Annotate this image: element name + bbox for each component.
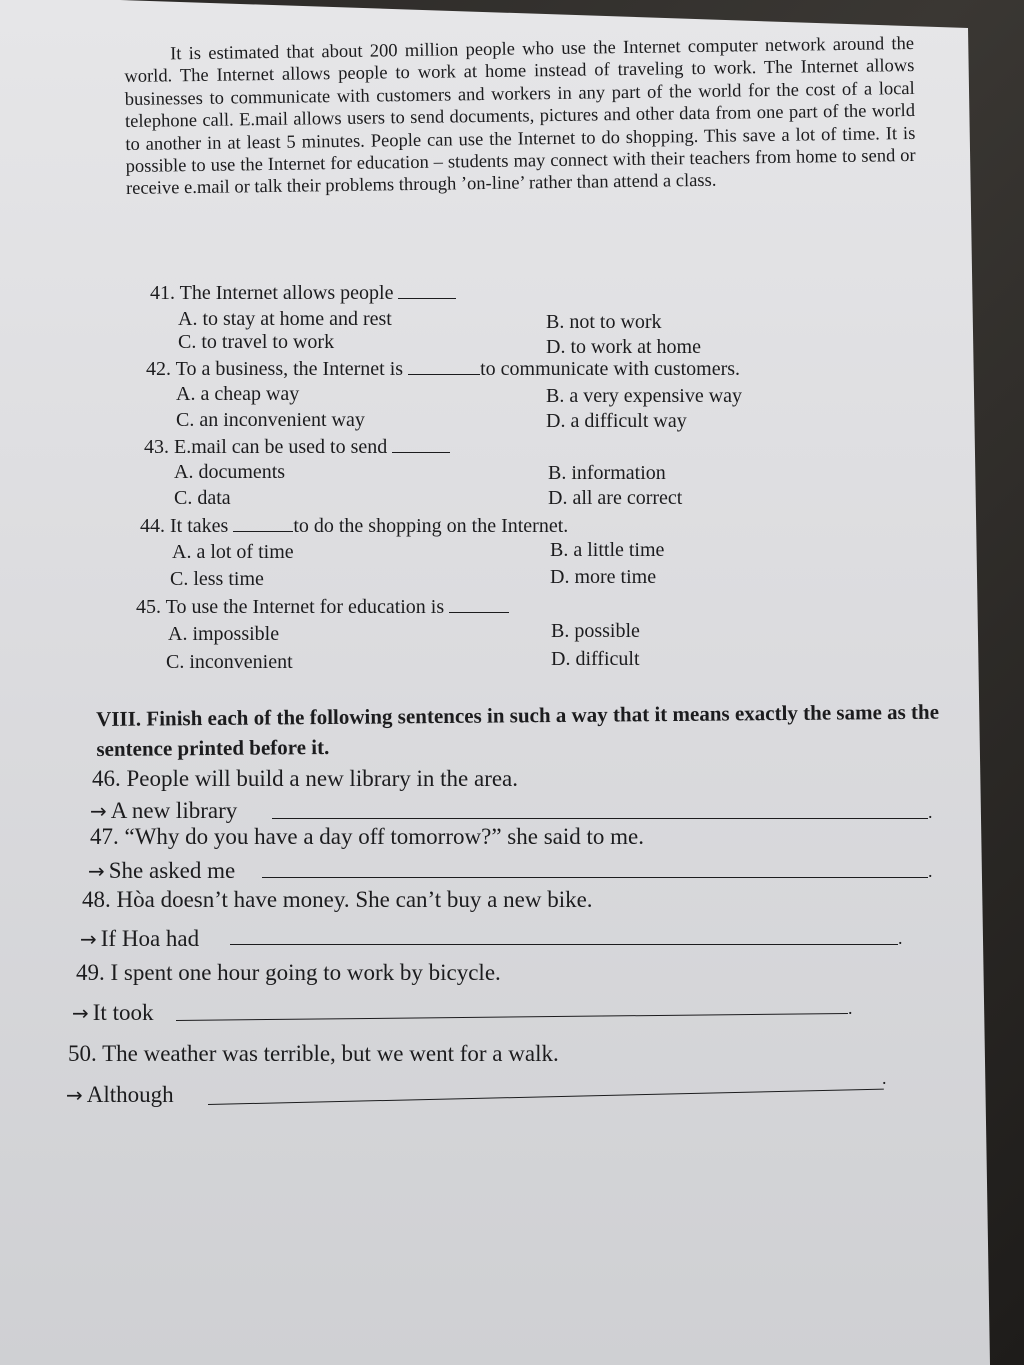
rewrite-answer-50 [66,1081,174,1109]
q43-option-a[interactable]: A. documents [174,461,286,483]
q42-option-a[interactable]: A. a cheap way [176,383,300,405]
arrow-icon: → [72,1001,89,1025]
line-end-period: . [848,998,853,1018]
rewrite-start-49: It took [92,1000,154,1025]
question-43-text: 43. E.mail can be used to send [144,436,388,458]
answer-line-46[interactable] [272,818,928,819]
answer-line-50[interactable] [208,1089,884,1105]
q41-option-d[interactable]: D. to work at home [546,336,701,358]
question-41 [150,280,456,305]
answer-line-48[interactable] [230,944,898,945]
question-41-text: 41. The Internet allows people [150,282,394,304]
q45-option-d[interactable]: D. difficult [551,648,640,670]
question-42-text: 42. To a business, the Internet is [146,358,404,380]
q44-option-c[interactable]: C. less time [170,568,264,590]
answer-line-47[interactable] [262,877,928,878]
q42-option-c[interactable]: C. an inconvenient way [176,409,365,431]
rewrite-question-46: 46. People will build a new library in the area. [92,766,519,791]
q43-option-d[interactable]: D. all are correct [548,487,683,509]
question-45-text: 45. To use the Internet for education is [136,596,445,618]
arrow-icon: → [80,927,97,951]
line-end-period: . [928,861,933,881]
question-44-text: 44. It takes [140,515,234,537]
rewrite-start-50: Although [86,1082,174,1107]
rewrite-answer-46 [90,797,237,825]
rewrite-question-50: 50. The weather was terrible, but we went for a walk. [68,1041,559,1066]
line-end-period: . [882,1068,887,1088]
arrow-icon: → [90,799,107,823]
q44-option-b[interactable]: B. a little time [550,539,665,561]
q42-option-d[interactable]: D. a difficult way [546,410,687,432]
rewrite-answer-48 [80,925,199,953]
rewrite-question-47: 47. “Why do you have a day off tomorrow?” she said to me. [90,824,644,849]
q41-option-a[interactable]: A. to stay at home and rest [178,308,392,330]
question-42-text-end: to communicate with customers. [480,358,741,380]
arrow-icon: → [66,1083,83,1107]
question-44-text-end: to do the shopping on the Internet. [293,515,569,537]
q44-option-d[interactable]: D. more time [550,566,657,588]
q43-option-b[interactable]: B. information [548,462,666,484]
rewrite-start-48: If Hoa had [100,926,200,951]
question-45 [136,594,509,619]
question-43 [144,434,450,459]
section-heading: VIII. Finish each of the following sentences in such a way that it means exactly the same as the sentence printed before it. [96,699,940,761]
q41-option-b[interactable]: B. not to work [546,311,662,333]
q43-option-c[interactable]: C. data [174,487,231,509]
rewrite-question-49: 49. I spent one hour going to work by bicycle. [76,960,501,985]
rewrite-answer-47 [88,857,235,885]
answer-blank[interactable] [233,513,293,532]
rewrite-start-46: A new library [110,798,238,823]
question-42 [146,356,740,381]
answer-blank[interactable] [398,280,456,299]
question-44 [140,513,568,538]
q45-option-c[interactable]: C. inconvenient [166,651,293,673]
answer-blank[interactable] [449,594,509,613]
arrow-icon: → [88,859,105,883]
answer-line-49[interactable] [176,1013,848,1021]
answer-blank[interactable] [392,434,450,453]
q45-option-b[interactable]: B. possible [551,620,640,642]
q44-option-a[interactable]: A. a lot of time [172,541,294,563]
rewrite-start-47: She asked me [108,858,236,883]
answer-blank[interactable] [408,356,480,375]
passage-text: It is estimated that about 200 million people who use the Internet computer network around the world. The Internet allows people to work at home instead of traveling to work. The Internet allows businesses to communicate with customers and workers in any part of the world for the cost of a local telephone call. E.mail allows users to send documents, pictures and other data from one part of the world to another in at least 5 minutes. People can use the Internet to do shopping. This save a lot of time. It is possible to use the Internet for education – students may connect with their teachers from home to send or receive e.mail or talk their problems through ’on-line’ rather than attend a class. [124,33,916,200]
q45-option-a[interactable]: A. impossible [168,623,280,645]
rewrite-answer-49 [72,999,153,1027]
rewrite-question-48: 48. Hòa doesn’t have money. She can’t buy a new bike. [82,887,593,912]
line-end-period: . [928,802,933,822]
q42-option-b[interactable]: B. a very expensive way [546,385,743,407]
q41-option-c[interactable]: C. to travel to work [178,331,335,353]
line-end-period: . [898,928,903,948]
reading-passage [124,33,916,201]
